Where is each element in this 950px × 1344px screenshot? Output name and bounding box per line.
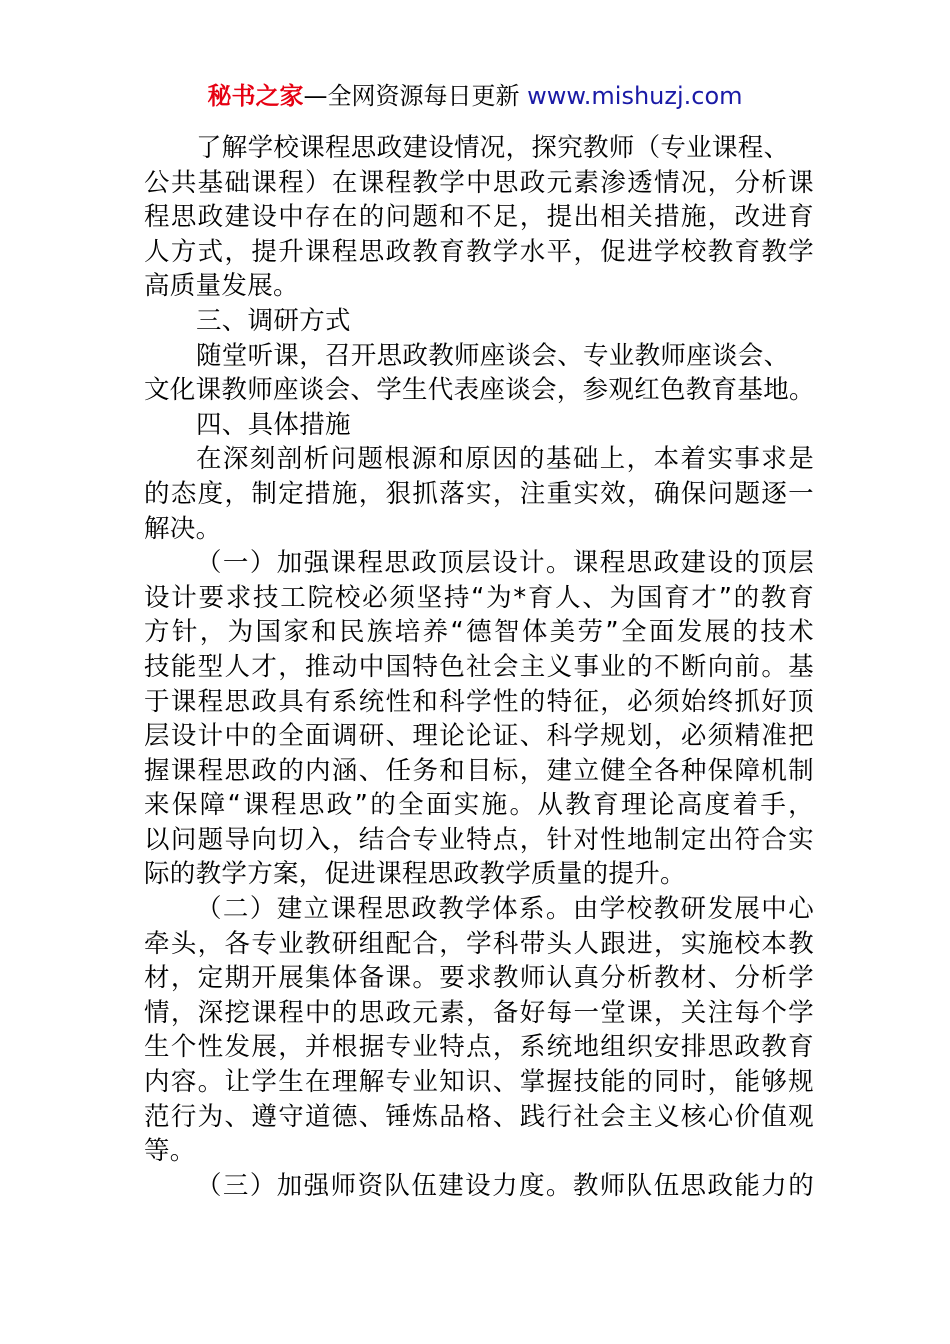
text-line: 在深刻剖析问题根源和原因的基础上，本着实事求是 xyxy=(196,444,814,475)
text-line: 范行为、遵守道德、锤炼品格、践行社会主义核心价值观 xyxy=(144,1101,814,1132)
text-line: 设计要求技工院校必须坚持“为*育人、为国育才”的教育 xyxy=(144,582,814,613)
text-line: （二）建立课程思政教学体系。由学校教研发展中心 xyxy=(196,894,814,925)
header-slogan: —全网资源每日更新 xyxy=(303,82,520,110)
text-line: 等。 xyxy=(144,1136,196,1167)
document-body xyxy=(144,131,814,1203)
text-line: 内容。让学生在理解专业知识、掌握技能的同时，能够规 xyxy=(144,1067,814,1098)
text-line: （一）加强课程思政顶层设计。课程思政建设的顶层 xyxy=(196,548,814,579)
text-line: （三）加强师资队伍建设力度。教师队伍思政能力的 xyxy=(196,1170,814,1201)
text-line: 来保障“课程思政”的全面实施。从教育理论高度着手， xyxy=(144,790,814,821)
site-header xyxy=(0,79,950,113)
text-line: 握课程思政的内涵、任务和目标，建立健全各种保障机制 xyxy=(144,755,814,786)
brand-name: 秘书之家 xyxy=(207,82,304,110)
text-line: 高质量发展。 xyxy=(144,271,299,302)
text-line: 解决。 xyxy=(144,513,222,544)
text-line: 方针，为国家和民族培养“德智体美劳”全面发展的技术 xyxy=(144,617,814,648)
text-line: 人方式，提升课程思政教育教学水平，促进学校教育教学 xyxy=(144,236,814,267)
text-line: 随堂听课，召开思政教师座谈会、专业教师座谈会、 xyxy=(196,340,790,371)
text-line: 生个性发展，并根据专业特点，系统地组织安排思政教育 xyxy=(144,1032,814,1063)
section-heading: 四、具体措施 xyxy=(196,409,351,440)
text-line: 牵头，各专业教研组配合，学科带头人跟进，实施校本教 xyxy=(144,928,814,959)
text-line: 以问题导向切入，结合专业特点，针对性地制定出符合实 xyxy=(144,824,814,855)
text-line: 于课程思政具有系统性和科学性的特征，必须始终抓好顶 xyxy=(144,686,814,717)
text-line: 文化课教师座谈会、学生代表座谈会，参观红色教育基地。 xyxy=(144,375,815,406)
section-heading: 三、调研方式 xyxy=(196,305,351,336)
text-line: 情，深挖课程中的思政元素，备好每一堂课，关注每个学 xyxy=(144,997,814,1028)
text-line: 的态度，制定措施，狠抓落实，注重实效，确保问题逐一 xyxy=(144,478,814,509)
text-line: 程思政建设中存在的问题和不足，提出相关措施，改进育 xyxy=(144,202,814,233)
text-line: 了解学校课程思政建设情况，探究教师（专业课程、 xyxy=(196,133,790,163)
text-line: 技能型人才，推动中国特色社会主义事业的不断向前。基 xyxy=(144,651,814,682)
text-line: 层设计中的全面调研、理论论证、科学规划，必须精准把 xyxy=(144,721,814,752)
text-line: 材，定期开展集体备课。要求教师认真分析教材、分析学 xyxy=(144,963,814,994)
text-line: 公共基础课程）在课程教学中思政元素渗透情况，分析课 xyxy=(144,167,814,198)
site-url-link[interactable]: www.mishuzj.com xyxy=(527,82,743,110)
text-line: 际的教学方案，促进课程思政教学质量的提升。 xyxy=(144,859,686,890)
